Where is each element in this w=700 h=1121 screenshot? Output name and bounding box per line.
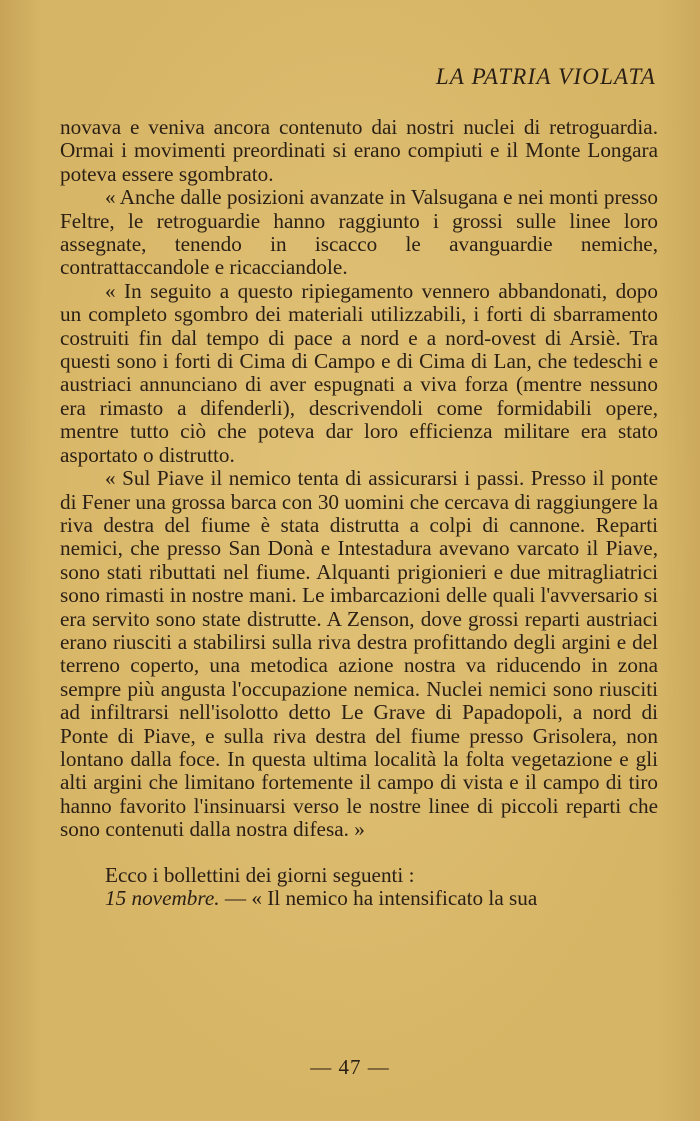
page-number: — 47 — [310, 1055, 390, 1079]
paragraph-15-novembre-text: — « Il nemico ha intensificato la sua [219, 886, 538, 910]
paragraph-15-novembre [60, 887, 658, 910]
paragraph-gap [60, 842, 658, 864]
paragraph-forti: « In seguito a questo ripiegamento vennero abbandonati, dopo un completo sgombro dei materiali utilizzabili, i forti di sbarramento costruiti fin dal tempo di pace a nord e a nord-ovest di Arsiè. Tra questi sono i forti di Cima di Campo e di Cima di Lan, che tedeschi e austriaci annunciano di aver espugnati a viva forza (mentre nessuno era rimasto a difenderli), descrivendoli come formidabili opere, mentre tutto ciò che poteva dar loro efficienza militare era stato asportato o distrutto. [60, 278, 658, 467]
paragraph-bollettini: Ecco i bollettini dei giorni seguenti : [105, 862, 415, 887]
body-text [60, 116, 658, 910]
paragraph-valsugana: « Anche dalle posizioni avanzate in Valsugana e nei monti presso Feltre, le retroguardie hanno raggiunto i grossi sulle linee loro assegnate, tenendo in iscacco le avanguardie nemiche, contrattaccandole e ricacciandole. [60, 185, 658, 280]
date-label: 15 novembre. [105, 886, 220, 910]
paragraph-piave: « Sul Piave il nemico tenta di assicurarsi i passi. Presso il ponte di Fener una grossa barca con 30 uomini che cercava di raggiungere la riva destra del fiume è stata distrutta a colpi di cannone. Reparti nemici, che presso San Donà e Intestadura avevano varcato il Piave, sono stati ributtati nel fiume. Alquanti prigionieri e due mitragliatrici sono rimasti in nostre mani. Le imbarcazioni delle quali l'avversario si era servito sono state distrutte. A Zenson, dove grossi reparti austriaci erano riusciti a stabilirsi sulla riva destra profittando degli argini e del terreno coperto, una metodica azione nostra va riducendo in zona sempre più angusta l'occupazione nemica. Nuclei nemici sono riusciti ad infiltrarsi nell'isolotto detto Le Grave di Papadopoli, a nord di Ponte di Piave, e sulla riva destra del fiume presso Grisolera, non lontano dalla foce. In questa ultima località la folta vegetazione e gli alti argini che limitano fortemente il campo di vista e il campo di tiro hanno favorito l'insinuarsi verso le nostre linee di piccoli reparti che sono contenuti dalla nostra difesa. » [60, 466, 658, 842]
running-head: LA PATRIA VIOLATA [435, 64, 656, 89]
paragraph-continuation: novava e veniva ancora contenuto dai nostri nuclei di retroguardia. Ormai i movimenti preordinati si erano compiuti e il Monte Longara poteva essere sgombrato. [60, 115, 658, 186]
